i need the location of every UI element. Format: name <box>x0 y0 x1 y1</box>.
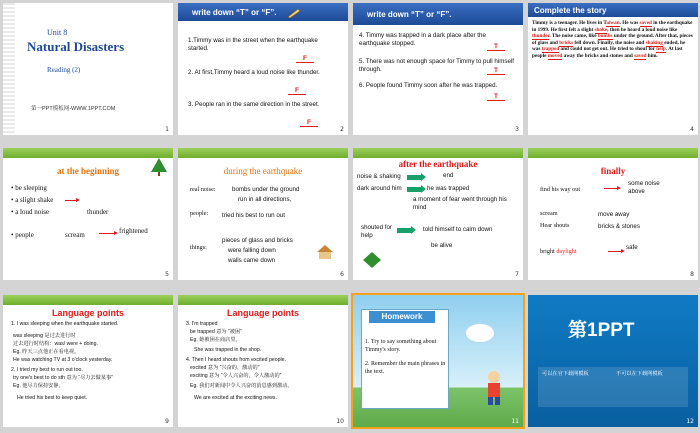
item-thunder: thunder <box>87 208 109 216</box>
row-noise-above: some noise above <box>628 180 660 195</box>
homework-item-2: 2. Remember the main phrases in the text. <box>365 361 446 375</box>
slide-number: 12 <box>686 418 694 425</box>
slide-number: 2 <box>340 126 344 133</box>
slide-2-header: write down “T” or “F”. <box>178 3 348 21</box>
slide-1-title: Natural Disasters <box>27 39 125 54</box>
homework-title: Homework <box>369 311 435 323</box>
logo: 第1PPT <box>568 320 635 341</box>
answer-2: F <box>288 87 306 95</box>
slide-number: 7 <box>515 271 519 278</box>
point-1-structure: 过去进行时结构：was/ were + doing. <box>13 341 98 347</box>
slide-4-header: Complete the story <box>528 3 698 17</box>
row-move-away: move away <box>598 211 630 218</box>
slide-thumbnail-6[interactable] <box>178 148 348 280</box>
slide-thumbnail-5[interactable] <box>3 148 173 280</box>
label-real-noise: real noise: <box>190 186 216 193</box>
step-dark: dark around him <box>357 185 402 192</box>
slide-header-bar <box>528 148 698 158</box>
item-people: • people <box>11 231 34 239</box>
arrow <box>397 228 411 233</box>
row-bright: bright daylight <box>540 248 577 255</box>
slide-thumbnail-8[interactable] <box>528 148 698 280</box>
slide-header-bar <box>353 148 523 158</box>
step-trapped: he was trapped <box>427 185 470 192</box>
point-1-example: He was watching TV at 3 o'clock yesterday. <box>13 357 113 363</box>
slide-header-bar <box>3 295 173 305</box>
point-1-note: was sleeping 是过去进行时 <box>13 333 76 339</box>
slide-number: 6 <box>340 271 344 278</box>
slide-number: 10 <box>336 418 344 425</box>
slide-thumbnail-3[interactable] <box>353 3 523 135</box>
question-5: 5. There was not enough space for Timmy to pull himself through. <box>359 58 514 73</box>
point-2-note: try one's best to do sth 意为 “尽力去做某事” <box>13 375 113 381</box>
point-4-excited: excited 意为 “兴奋的，激动的” <box>190 365 260 371</box>
row-shouts: Hear shouts <box>540 222 570 229</box>
leaf-icon <box>363 252 381 268</box>
arrow <box>407 187 421 192</box>
kid-icon <box>479 369 509 405</box>
point-2-eg: Eg. 他尽力保持安静。 <box>13 383 64 389</box>
slide-1-subtitle: Reading (2) <box>47 66 81 74</box>
point-4-example: We are excited at the exciting news. <box>194 395 277 401</box>
slide-number: 8 <box>690 271 694 278</box>
point-4: 4. Then I heard shouts from excited people. <box>186 357 286 363</box>
item-sleeping: • be sleeping <box>11 184 47 192</box>
slide-thumbnail-1[interactable] <box>3 3 173 135</box>
slide-3-header: write down “T” or “F”. <box>353 3 523 25</box>
row-bricks: bricks & stones <box>598 223 640 230</box>
slide-number: 4 <box>690 126 694 133</box>
slide-header-bar <box>3 148 173 158</box>
arrow <box>99 233 115 234</box>
item-shake: • a slight shake <box>11 196 54 204</box>
arrow <box>604 188 618 189</box>
footer-note-2: 不可以在下载网模板 <box>616 371 663 377</box>
slide-thumbnail-10[interactable] <box>178 295 348 427</box>
point-2: 2. I tried my best to run out too. <box>11 367 83 373</box>
point-3-eg: Eg. 她被困在商店里。 <box>190 337 241 343</box>
slide-10-title: Language points <box>227 308 299 318</box>
point-4-eg: Eg. 我们对新闻中令人兴奋的消息感到激动。 <box>190 383 293 389</box>
house-icon <box>316 244 334 260</box>
value-glass: pieces of glass and bricks <box>222 237 293 244</box>
step-calm: told himself to calm down <box>423 226 493 233</box>
slide-thumbnail-7[interactable] <box>353 148 523 280</box>
value-falling: were falling down <box>228 247 276 254</box>
story-paragraph: Timmy is a teenager. He lives in Taiwan. He was saved in the earthquake in 1999. He first felt a slight shake, then he heard a loud noise like thunder. The noise came, like bombs under the ground. After that, pieces of glass and bricks fell down. Finally, the noise and shaking ended, he was trapped and could not get out. He tried to shout for help. At last people moved away the bricks and stones and saved him. <box>532 20 693 59</box>
slide-number: 1 <box>165 126 169 133</box>
label-people: people: <box>190 210 209 217</box>
point-1: 1. I was sleeping when the earthquake started. <box>11 321 119 327</box>
slide-1-pattern <box>3 3 15 135</box>
label-things: things: <box>190 244 207 251</box>
slide-header-bar <box>178 148 348 158</box>
step-noise: noise & shaking <box>357 173 401 180</box>
footer-note-1: 可以在官下载网模板 <box>542 371 589 377</box>
homework-board <box>361 309 449 409</box>
cloud-icon <box>465 319 495 343</box>
item-scream: scream <box>65 231 85 239</box>
point-2-example: He tried his best to keep quiet. <box>17 395 88 401</box>
arrow <box>407 175 421 180</box>
slide-9-title: Language points <box>52 308 124 318</box>
slide-header-bar <box>178 295 348 305</box>
step-shouted: shouted for help <box>361 224 392 239</box>
arrow <box>608 251 622 252</box>
answer-1: F <box>296 55 314 63</box>
slide-7-title: after the earthquake <box>398 159 478 169</box>
slide-thumbnail-11[interactable] <box>353 295 523 427</box>
question-2: 2. At first,Timmy heard a loud noise like thunder. <box>188 69 320 76</box>
homework-item-1: 1. Try to say something about Timmy's story. <box>365 339 437 353</box>
slide-number: 3 <box>515 126 519 133</box>
value-tried: tried his best to run out <box>222 212 285 219</box>
question-3: 3. People ran in the same direction in the street. <box>188 101 320 108</box>
step-alive: be alive <box>431 242 453 249</box>
value-walls: walls came down <box>228 257 276 264</box>
question-1: 1.Timmy was in the street when the earthquake started. <box>188 37 318 52</box>
point-3-example: She was trapped in the shop. <box>194 347 262 353</box>
slide-thumbnail-4[interactable] <box>528 3 698 135</box>
slide-thumbnail-9[interactable] <box>3 295 173 427</box>
slide-number: 9 <box>165 418 169 425</box>
answer-4: T <box>487 43 505 51</box>
slide-thumbnail-12[interactable] <box>528 295 698 427</box>
slide-number: 5 <box>165 271 169 278</box>
answer-3: F <box>300 119 318 127</box>
step-fear: a moment of fear went through his mind <box>413 196 507 211</box>
step-end: end <box>443 172 454 179</box>
point-1-eg: Eg. 昨天三点他正在看电视。 <box>13 349 80 355</box>
answer-5: T <box>487 67 505 75</box>
value-run: run in all directions, <box>238 196 292 203</box>
slide-8-title: finally <box>600 166 626 176</box>
question-6: 6. People found Timmy soon after he was trapped. <box>359 82 498 89</box>
item-frightened: frightened <box>119 227 148 235</box>
slide-6-title: during the earthquake <box>223 166 303 176</box>
tree-icon <box>151 158 167 176</box>
pen-icon <box>286 6 302 18</box>
point-3-note: be trapped 意为 “被困” <box>190 329 242 335</box>
arrow <box>65 200 77 201</box>
row-safe: safe <box>626 244 638 251</box>
slide-5-title: at the beginning <box>56 166 119 176</box>
slide-thumbnail-2[interactable] <box>178 3 348 135</box>
point-4-exciting: exciting 意为 “令人兴奋的，令人激动的” <box>190 373 282 379</box>
item-noise: • a loud noise <box>11 208 50 216</box>
unit-label: Unit 8 <box>47 28 68 37</box>
slide-1-footer: 第一PPT模板网-WWW.1PPT.COM <box>31 106 116 112</box>
row-find-way: find his way out <box>540 186 581 193</box>
point-3: 3. I'm trapped <box>186 321 218 327</box>
row-scream: scream <box>540 210 558 217</box>
answer-6: T <box>487 93 505 101</box>
question-4: 4. Timmy was trapped in a dark place after the earthquake stopped. <box>359 32 486 47</box>
slide-number: 11 <box>511 418 519 425</box>
value-bombs: bombs under the ground <box>232 186 300 193</box>
